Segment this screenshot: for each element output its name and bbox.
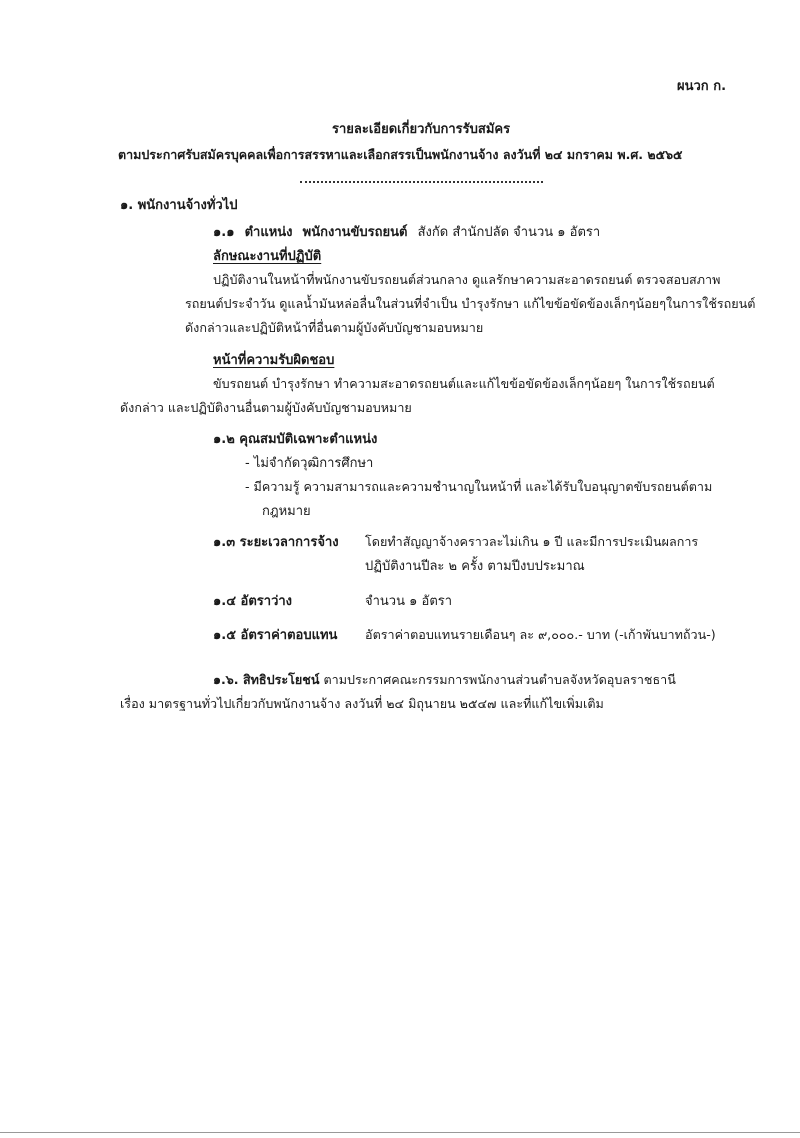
item-1-5-value: อัตราค่าตอบแทนรายเดือนๆ ละ ๙,๐๐๐.- บาท (-เก้าพันบาทถ้วน-) <box>365 627 716 642</box>
item-1-4-label: ๑.๔ อัตราว่าง <box>213 594 293 609</box>
duties-heading: ลักษณะงานที่ปฏิบัติ <box>213 249 322 264</box>
item-1-3-line-1: โดยทำสัญญาจ้างคราวละไม่เกิน ๑ ปี และมีการประเมินผลการ <box>365 534 699 549</box>
duties-line-1: ปฏิบัติงานในหน้าที่พนักงานขับรถยนต์ส่วนกลาง ดูแลรักษาความสะอาดรถยนต์ ตรวจสอบสภาพ <box>213 272 721 287</box>
item-1-1-number: ๑.๑ <box>213 225 235 240</box>
document-title: รายละเอียดเกี่ยวกับการรับสมัคร <box>332 122 511 137</box>
item-1-2-heading: ๑.๒ คุณสมบัติเฉพาะตำแหน่ง <box>213 432 378 447</box>
item-1-3-label: ๑.๓ ระยะเวลาการจ้าง <box>213 535 339 550</box>
section-heading: ๑. พนักงานจ้างทั่วไป <box>120 198 238 213</box>
item-1-2-bullet-1: - ไม่จำกัดวุฒิการศึกษา <box>245 456 374 471</box>
item-1-1-detail: สังกัด สำนักปลัด จำนวน ๑ อัตรา <box>417 225 601 240</box>
responsibilities-line-1: ขับรถยนต์ บำรุงรักษา ทำความสะอาดรถยนต์และแก้ไขข้อขัดข้องเล็กๆน้อยๆ ในการใช้รถยนต์ <box>213 376 715 391</box>
duties-line-3: ดังกล่าวและปฏิบัติหน้าที่อื่นตามผู้บังคับบัญชามอบหมาย <box>185 320 484 335</box>
item-1-6-text: ตามประกาศคณะกรรมการพนักงานส่วนตำบลจังหวัดอุบลราชธานี <box>323 672 676 687</box>
item-1-1 <box>213 226 600 239</box>
item-1-4-value: จำนวน ๑ อัตรา <box>365 594 453 609</box>
item-1-2-bullet-2-cont: กฎหมาย <box>262 504 311 519</box>
item-1-5-label: ๑.๕ อัตราค่าตอบแทน <box>213 628 338 643</box>
item-1-6-label: ๑.๖. สิทธิประโยชน์ <box>213 672 320 687</box>
responsibilities-line-2: ดังกล่าว และปฏิบัติงานอื่นตามผู้บังคับบัญชามอบหมาย <box>120 400 412 415</box>
item-1-6-line-2: เรื่อง มาตรฐานทั่วไปเกี่ยวกับพนักงานจ้าง ลงวันที่ ๒๔ มิถุนายน ๒๕๔๗ และที่แก้ไขเพิ่มเติม <box>120 696 604 711</box>
item-1-2-bullet-2: - มีความรู้ ความสามารถและความชำนาญในหน้าที่ และได้รับใบอนุญาตขับรถยนต์ตาม <box>245 479 713 494</box>
document-subtitle: ตามประกาศรับสมัครบุคคลเพื่อการสรรหาและเลือกสรรเป็นพนักงานจ้าง ลงวันที่ ๒๔ มกราคม พ.ศ. ๒๕๖๕ <box>118 147 683 162</box>
annex-label: ผนวก ก. <box>677 79 727 94</box>
page-bottom-edge <box>0 1132 800 1133</box>
item-1-3-line-2: ปฏิบัติงานปีละ ๒ ครั้ง ตามปีงบประมาณ <box>365 559 585 574</box>
item-1-1-position: พนักงานขับรถยนต์ <box>302 225 408 240</box>
responsibilities-heading: หน้าที่ความรับผิดชอบ <box>213 353 335 368</box>
dotted-separator <box>300 181 543 183</box>
item-1-1-label: ตำแหน่ง <box>244 225 293 240</box>
duties-line-2: รถยนต์ประจำวัน ดูแลน้ำมันหล่อลื่นในส่วนที่จำเป็น บำรุงรักษา แก้ไขข้อขัดข้องเล็กๆน้อยๆในการใช้รถยนต์ <box>185 296 756 311</box>
item-1-6-line-1 <box>213 674 676 687</box>
